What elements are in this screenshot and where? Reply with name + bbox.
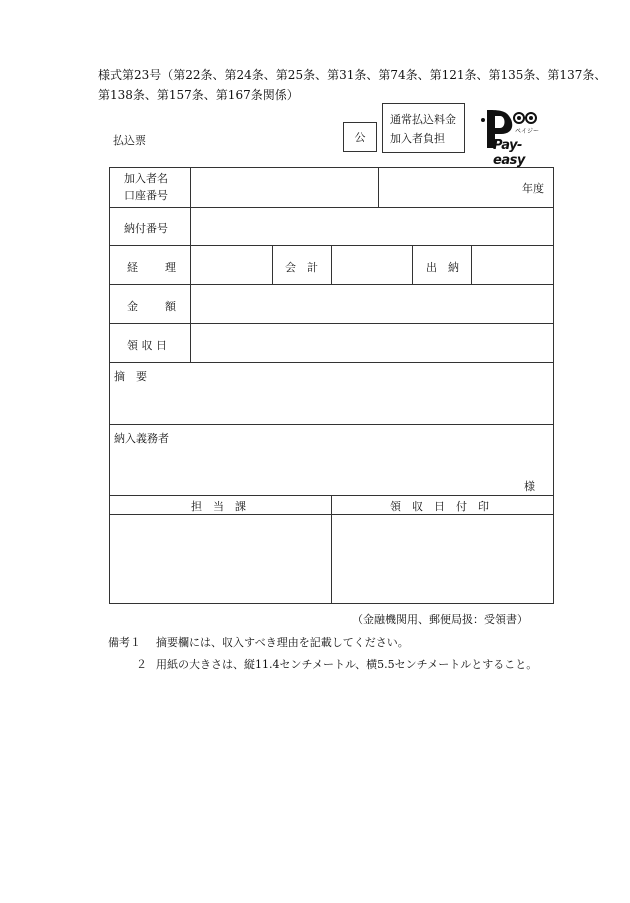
account-value-field[interactable] bbox=[191, 168, 378, 207]
suitou-label: 出 納 bbox=[426, 261, 459, 274]
payeasy-kana: ペイジー bbox=[515, 128, 540, 135]
payment-number-label: 納付番号 bbox=[124, 222, 168, 235]
account-number-label: 口座番号 bbox=[124, 189, 168, 202]
summary-label: 摘 要 bbox=[114, 370, 147, 383]
payer-label: 納入義務者 bbox=[114, 432, 169, 445]
stamp-field[interactable] bbox=[332, 515, 553, 603]
dept-field[interactable] bbox=[110, 515, 331, 603]
amount-field[interactable] bbox=[191, 285, 553, 323]
form-number-line-1: 様式第23号（第22条、第24条、第25条、第31条、第74条、第121条、第135条、第137条、 bbox=[98, 68, 607, 82]
note-2: 用紙の大きさは、縦11.4センチメートル、横5.5センチメートルとすること。 bbox=[156, 658, 538, 671]
kaikei-label: 会 計 bbox=[285, 261, 318, 274]
fee-box bbox=[382, 103, 465, 153]
fee-box-line-2: 加入者負担 bbox=[390, 132, 445, 145]
note-1: 摘要欄には、収入すべき理由を記載してください。 bbox=[156, 636, 409, 649]
dept-label: 担 当 課 bbox=[191, 500, 246, 513]
note-2-number: ２ bbox=[136, 658, 147, 671]
form-title: 払込票 bbox=[113, 134, 146, 147]
kaikei-field[interactable] bbox=[332, 246, 412, 284]
stamp-label: 領 収 日 付 印 bbox=[390, 500, 489, 513]
payment-number-field[interactable] bbox=[191, 208, 553, 245]
public-mark: 公 bbox=[354, 131, 366, 144]
sama-label: 様 bbox=[524, 480, 535, 493]
form-number-line-2: 第138条、第157条、第167条関係） bbox=[98, 88, 299, 102]
account-name-label: 加入者名 bbox=[124, 172, 168, 185]
notes-title: 備考１ bbox=[108, 636, 141, 649]
payer-field[interactable] bbox=[110, 446, 520, 495]
receipt-date-label: 領 収 日 bbox=[127, 339, 167, 352]
fiscal-year-label: 年度 bbox=[522, 182, 544, 195]
payeasy-text: Pay-easy bbox=[493, 138, 525, 168]
receipt-caption: （金融機関用、郵便局扱：受領書） bbox=[352, 613, 528, 626]
fee-box-line-1: 通常払込料金 bbox=[390, 113, 456, 126]
keiri-label: 経 理 bbox=[127, 261, 184, 274]
public-mark-box bbox=[343, 122, 377, 152]
summary-field[interactable] bbox=[110, 384, 553, 424]
keiri-field[interactable] bbox=[191, 246, 272, 284]
amount-label: 金 額 bbox=[127, 300, 184, 313]
account-label bbox=[124, 170, 168, 204]
receipt-date-field[interactable] bbox=[191, 324, 553, 362]
suitou-field[interactable] bbox=[472, 246, 553, 284]
payeasy-logo bbox=[479, 104, 543, 168]
